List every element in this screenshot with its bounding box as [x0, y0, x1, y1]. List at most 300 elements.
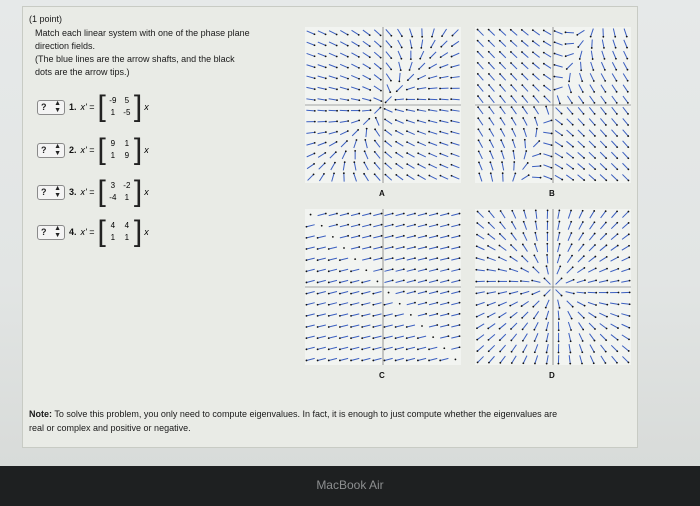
arrow-tip — [369, 257, 371, 259]
arrow-tip — [629, 303, 631, 305]
arrow-tip — [616, 135, 618, 137]
arrow-tip — [380, 34, 382, 36]
arrow-shaft — [499, 313, 506, 318]
arrow-tip — [390, 46, 392, 48]
equals-sign: = — [89, 227, 95, 237]
arrow-shaft — [440, 225, 448, 227]
arrow-tip — [626, 36, 628, 38]
arrow-tip — [535, 209, 537, 211]
arrow-tip — [436, 291, 438, 293]
arrow-tip — [314, 77, 316, 79]
arrow-shaft — [536, 222, 537, 230]
arrow-shaft — [396, 314, 404, 316]
arrow-shaft — [500, 74, 506, 80]
arrow-shaft — [489, 74, 495, 80]
arrow-shaft — [351, 303, 359, 305]
field-svg-a — [305, 27, 461, 183]
select-arrows-icon: ▲ ▼ — [54, 100, 61, 114]
arrow-shaft — [578, 141, 584, 147]
arrow-tip — [628, 233, 630, 235]
arrow-tip — [618, 292, 620, 294]
arrow-shaft — [362, 347, 370, 349]
arrow-tip — [521, 73, 523, 75]
plot-label-b: B — [549, 189, 555, 198]
arrow-shaft — [418, 258, 426, 260]
arrow-tip — [403, 213, 405, 215]
arrow-shaft — [500, 85, 505, 91]
arrow-shaft — [543, 154, 551, 157]
arrow-tip — [606, 280, 608, 282]
arrow-shaft — [510, 257, 517, 262]
arrow-shaft — [418, 142, 426, 145]
arrow-tip — [347, 67, 349, 69]
arrow-shaft — [396, 336, 404, 338]
arrow-tip — [380, 68, 382, 70]
arrow-shaft — [568, 222, 571, 230]
arrow-tip — [436, 213, 438, 215]
arrow-shaft — [307, 153, 315, 156]
arrow-shaft — [611, 246, 618, 251]
arrow-tip — [336, 120, 338, 122]
arrow-shaft — [398, 51, 401, 59]
arrow-shaft — [440, 176, 448, 180]
arrow-tip — [414, 291, 416, 293]
arrow-shaft — [374, 86, 381, 91]
arrow-tip — [450, 87, 452, 89]
arrow-tip — [593, 91, 595, 93]
arrow-tip — [439, 77, 441, 79]
arrow-shaft — [384, 358, 392, 360]
arrow-shaft — [407, 358, 415, 360]
arrow-tip — [591, 47, 593, 49]
arrow-tip — [488, 51, 490, 53]
arrow-tip — [306, 270, 308, 272]
arrow-tip — [513, 161, 515, 163]
arrow-tip — [543, 41, 545, 43]
arrow-shaft — [611, 152, 617, 158]
arrow-tip — [406, 348, 408, 350]
arrow-tip — [561, 145, 563, 147]
arrow-tip — [626, 47, 628, 49]
arrow-tip — [380, 100, 382, 102]
arrow-tip — [477, 62, 479, 64]
arrow-tip — [511, 117, 513, 119]
arrow-shaft — [374, 108, 380, 114]
arrow-shaft — [340, 131, 348, 135]
arrow-shaft — [429, 236, 437, 238]
arrow-shaft — [396, 258, 404, 260]
arrow-tip — [328, 337, 330, 339]
arrow-shaft — [499, 246, 506, 251]
arrow-tip — [593, 210, 595, 212]
arrow-shaft — [318, 236, 326, 238]
arrow-shaft — [525, 140, 526, 148]
matrix-entry: 5 — [124, 96, 130, 105]
arrow-shaft — [544, 86, 551, 91]
arrow-shaft — [622, 174, 628, 180]
arrow-tip — [511, 362, 513, 364]
arrow-tip — [594, 102, 596, 104]
arrow-shaft — [600, 324, 607, 329]
arrow-shaft — [489, 30, 495, 36]
arrow-shaft — [622, 163, 628, 169]
arrow-tip — [369, 89, 371, 91]
arrow-tip — [370, 109, 372, 111]
problem-panel — [22, 6, 638, 448]
arrow-shaft — [340, 214, 348, 216]
arrow-tip — [499, 339, 501, 341]
arrow-tip — [546, 254, 548, 256]
arrow-shaft — [610, 313, 618, 316]
arrow-shaft — [510, 302, 518, 306]
arrow-shaft — [533, 141, 539, 147]
arrow-tip — [487, 281, 489, 283]
plot-label-a: A — [379, 189, 385, 198]
arrow-shaft — [373, 358, 381, 360]
arrow-tip — [546, 352, 548, 354]
arrow-tip — [532, 51, 534, 53]
arrow-shaft — [340, 42, 347, 46]
arrow-shaft — [418, 164, 425, 168]
arrow-shaft — [318, 280, 326, 282]
arrow-shaft — [489, 345, 495, 351]
arrow-shaft — [588, 313, 595, 318]
arrow-tip — [521, 29, 523, 31]
arrow-shaft — [362, 247, 370, 249]
arrow-tip — [606, 268, 608, 270]
arrow-tip — [390, 57, 392, 59]
arrow-tip — [380, 90, 382, 92]
arrow-shaft — [451, 110, 459, 111]
arrow-shaft — [429, 132, 437, 135]
arrow-shaft — [535, 333, 538, 341]
arrow-tip — [606, 256, 608, 258]
arrow-shaft — [340, 292, 348, 294]
arrow-shaft — [351, 236, 359, 238]
arrow-shaft — [512, 211, 516, 219]
arrow-tip — [616, 146, 618, 148]
arrow-shaft — [555, 42, 563, 45]
arrow-shaft — [374, 30, 380, 36]
arrow-tip — [511, 128, 513, 130]
arrow-shaft — [418, 236, 426, 238]
arrow-shaft — [611, 335, 618, 340]
arrow-shaft — [477, 258, 485, 260]
arrow-tip — [628, 245, 630, 247]
arrow-tip — [534, 243, 536, 245]
arrow-tip — [488, 40, 490, 42]
arrow-shaft — [340, 258, 348, 260]
arrow-shaft — [546, 107, 549, 115]
arrow-shaft — [522, 41, 528, 46]
arrow-tip — [350, 326, 352, 328]
arrow-tip — [306, 348, 308, 350]
arrow-tip — [617, 245, 619, 247]
arrow-tip — [447, 246, 449, 248]
arrow-tip — [414, 268, 416, 270]
arrow-shaft — [373, 292, 381, 294]
arrow-shaft — [533, 85, 539, 91]
arrow-tip — [510, 317, 512, 319]
answer-select-3[interactable] — [37, 185, 65, 200]
arrow-tip — [430, 47, 432, 49]
arrow-shaft — [351, 53, 358, 57]
arrow-shaft — [524, 222, 527, 230]
answer-select-2[interactable] — [37, 143, 65, 158]
arrow-tip — [478, 173, 480, 175]
arrow-tip — [347, 56, 349, 58]
arrow-tip — [441, 35, 443, 37]
answer-select-1[interactable] — [37, 100, 65, 115]
arrow-tip — [324, 162, 326, 164]
arrow-tip — [314, 121, 316, 123]
arrow-tip — [604, 69, 606, 71]
arrow-tip — [395, 119, 397, 121]
arrow-tip — [368, 118, 370, 120]
arrow-tip — [392, 213, 394, 215]
arrow-shaft — [490, 151, 493, 159]
arrow-shaft — [386, 40, 391, 46]
arrow-tip — [356, 139, 358, 141]
arrow-shaft — [408, 74, 414, 80]
arrow-tip — [532, 73, 534, 75]
arrow-tip — [583, 317, 585, 319]
arrow-shaft — [500, 41, 506, 47]
arrow-shaft — [351, 64, 359, 68]
arrow-tip — [447, 235, 449, 237]
arrow-tip — [395, 141, 397, 143]
note-heading: Note: — [29, 409, 52, 419]
matrix-entry: -9 — [109, 96, 117, 105]
arrow-shaft — [590, 356, 594, 364]
arrow-tip — [627, 91, 629, 93]
arrow-shaft — [351, 292, 359, 294]
arrow-shaft — [351, 225, 359, 227]
arrow-shaft — [589, 175, 595, 181]
arrow-shaft — [440, 236, 448, 238]
arrow-shaft — [429, 325, 437, 327]
arrow-shaft — [421, 40, 422, 48]
arrow-shaft — [407, 247, 415, 249]
arrow-tip — [570, 352, 572, 354]
arrow-shaft — [523, 163, 528, 170]
arrow-tip — [500, 210, 502, 212]
arrow-tip — [417, 360, 419, 362]
arrow-tip — [459, 302, 461, 304]
arrow-shaft — [318, 325, 326, 327]
arrow-shaft — [622, 257, 630, 261]
arrow-tip — [581, 363, 583, 365]
arrow-shaft — [318, 214, 326, 216]
arrow-tip — [369, 235, 371, 237]
arrow-shaft — [621, 281, 629, 283]
arrow-tip — [459, 268, 461, 270]
arrow-tip — [476, 304, 478, 306]
arrow-tip — [606, 328, 608, 330]
arrow-tip — [411, 36, 413, 38]
arrow-tip — [582, 329, 584, 331]
arrow-tip — [392, 246, 394, 248]
arrow-tip — [536, 128, 538, 130]
arrow-tip — [509, 293, 511, 295]
arrow-shaft — [440, 336, 448, 338]
arrow-tip — [627, 135, 629, 137]
arrow-tip — [372, 293, 374, 295]
arrow-shaft — [374, 75, 381, 80]
arrow-tip — [425, 235, 427, 237]
arrow-tip — [364, 150, 366, 152]
arrow-tip — [614, 36, 616, 38]
arrow-tip — [572, 146, 574, 148]
arrow-tip — [583, 267, 585, 269]
arrow-shaft — [362, 110, 370, 111]
arrow-tip — [384, 326, 386, 328]
arrow-shaft — [407, 236, 415, 238]
arrow-shaft — [451, 269, 459, 271]
arrow-shaft — [479, 151, 483, 159]
arrow-shaft — [351, 120, 359, 123]
arrow-tip — [488, 339, 490, 341]
arrow-shaft — [556, 108, 562, 114]
arrow-shaft — [578, 130, 584, 136]
arrow-shaft — [579, 222, 583, 229]
lhs-vector: x' — [80, 227, 87, 237]
arrow-tip — [510, 84, 512, 86]
arrow-tip — [459, 324, 461, 326]
arrow-tip — [594, 328, 596, 330]
arrow-tip — [617, 233, 619, 235]
arrow-tip — [347, 45, 349, 47]
arrow-tip — [306, 326, 308, 328]
arrow-tip — [328, 304, 330, 306]
arrow-shaft — [533, 52, 540, 57]
arrow-tip — [452, 35, 454, 37]
arrow-shaft — [533, 41, 540, 46]
arrow-tip — [551, 133, 553, 135]
arrow-tip — [521, 317, 523, 319]
arrow-tip — [581, 80, 583, 82]
arrow-tip — [476, 292, 478, 294]
arrow-shaft — [589, 163, 595, 169]
arrow-tip — [374, 128, 376, 130]
arrow-tip — [417, 337, 419, 339]
arrow-tip — [459, 313, 461, 315]
arrow-shaft — [577, 302, 585, 306]
arrow-shaft — [396, 358, 404, 360]
arrow-shaft — [600, 118, 605, 124]
field-svg-c — [305, 209, 461, 365]
arrow-tip — [616, 102, 618, 104]
arrow-shaft — [511, 323, 517, 329]
arrow-tip — [572, 179, 574, 181]
arrow-shaft — [398, 40, 402, 47]
arrow-tip — [339, 293, 341, 295]
arrow-tip — [451, 56, 453, 58]
arrow-tip — [339, 259, 341, 261]
arrow-tip — [314, 110, 316, 112]
arrow-shaft — [622, 246, 629, 250]
arrow-tip — [532, 306, 534, 308]
arrow-shaft — [318, 347, 326, 349]
arrow-tip — [594, 157, 596, 159]
arrow-tip — [361, 337, 363, 339]
arrow-shaft — [440, 303, 448, 305]
arrow-tip — [627, 157, 629, 159]
arrow-shaft — [429, 76, 437, 78]
arrow-shaft — [329, 225, 337, 227]
arrow-shaft — [478, 96, 483, 103]
instruction-line-3: (The blue lines are the arrow shafts, and the black — [35, 54, 235, 64]
arrow-tip — [317, 337, 319, 339]
arrow-shaft — [362, 225, 370, 227]
arrow-shaft — [566, 292, 574, 294]
arrow-tip — [476, 316, 478, 318]
arrow-tip — [477, 106, 479, 108]
arrow-tip — [605, 124, 607, 126]
arrow-tip — [358, 110, 360, 112]
arrow-tip — [431, 36, 433, 38]
arrow-shaft — [533, 301, 539, 307]
arrow-shaft — [523, 244, 528, 251]
arrow-tip — [605, 146, 607, 148]
arrow-shaft — [373, 314, 381, 316]
arrow-tip — [627, 80, 629, 82]
arrow-shaft — [499, 257, 507, 261]
arrow-shaft — [329, 314, 337, 316]
arrow-shaft — [396, 325, 404, 327]
arrow-tip — [425, 291, 427, 293]
arrow-tip — [583, 179, 585, 181]
arrow-tip — [573, 279, 575, 281]
arrow-tip — [336, 213, 338, 215]
arrow-shaft — [489, 211, 494, 218]
arrow-shaft — [429, 153, 437, 156]
arrow-shaft — [396, 153, 403, 158]
arrow-tip — [406, 109, 408, 111]
arrow-tip — [314, 88, 316, 90]
arrow-shaft — [384, 247, 392, 249]
arrow-shaft — [476, 292, 484, 294]
arrow-tip — [616, 157, 618, 159]
arrow-shaft — [395, 99, 403, 100]
arrow-tip — [347, 78, 349, 80]
arrow-tip — [314, 33, 316, 35]
arrow-tip — [584, 279, 586, 281]
arrow-tip — [406, 141, 408, 143]
arrow-tip — [410, 58, 412, 60]
arrow-shaft — [523, 107, 528, 114]
arrow-tip — [372, 348, 374, 350]
select-arrows-icon: ▲ ▼ — [54, 143, 61, 157]
arrow-shaft — [532, 166, 540, 167]
arrow-shaft — [351, 87, 359, 90]
arrow-shaft — [451, 303, 459, 305]
arrow-tip — [353, 161, 355, 163]
arrow-shaft — [343, 162, 344, 170]
arrow-shaft — [451, 280, 459, 282]
arrow-shaft — [440, 258, 448, 260]
arrow-tip — [547, 221, 549, 223]
arrow-shaft — [418, 75, 426, 79]
arrow-shaft — [329, 325, 337, 327]
arrow-tip — [545, 307, 547, 309]
arrow-shaft — [511, 312, 518, 317]
arrow-tip — [358, 45, 360, 47]
arrow-shaft — [601, 85, 606, 92]
system-row-2 — [37, 133, 149, 166]
answer-select-4[interactable] — [37, 225, 65, 240]
arrow-shaft — [441, 53, 448, 58]
